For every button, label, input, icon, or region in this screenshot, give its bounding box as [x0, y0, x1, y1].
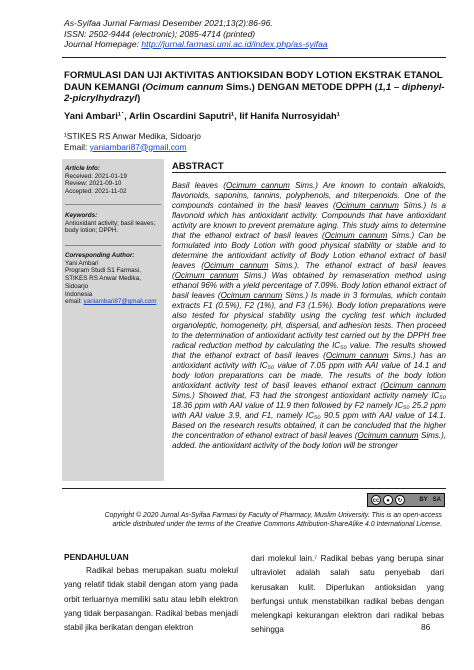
abstract-seg: Sims.), added. the antioxidant activity of the body lotion will be stronger: [172, 431, 446, 451]
corresponding-author-block: [65, 252, 163, 306]
journal-issn: ISSN: 2502-9444 (electronic); 2085-4714 (printed): [64, 28, 256, 39]
corresponding-line: Yani Ambari: [65, 259, 99, 267]
accepted-date: Accepted: 2021-11-02: [65, 188, 127, 196]
email-label: Email:: [64, 141, 90, 152]
homepage-label: Journal Homepage:: [64, 39, 142, 50]
left-paragraph: Radikal bebas merupakan suatu molekul yang relatif tidak stabil dengan atom yang pada orbit terluarnya memiliki satu atau lebih elektron yang tidak berpasangan. Radikal bebas menjadi stabil jika berikatan dengan elektron: [64, 566, 238, 633]
species-name: Ocimum cannum: [335, 201, 399, 211]
corresponding-heading: Corresponding Author:: [65, 252, 135, 259]
abstract-heading: ABSTRACT: [172, 160, 224, 171]
page-number: 86: [421, 622, 431, 632]
title-text-3: ): [137, 93, 141, 105]
abstract-seg: Sims.). The ethanol extract of basil leaves (: [172, 261, 446, 281]
journal-citation: As-Syifaa Jurnal Farmasi Desember 2021;13(2):86-96.: [64, 18, 273, 28]
info-divider-1: [65, 204, 161, 205]
affiliation: [64, 131, 448, 152]
species-name: Ocimum cannum: [357, 431, 419, 441]
sa-label: SA: [432, 497, 441, 503]
copyright-notice: Copyright © 2020 Jurnal As-Syifaa Farmasi by Faculty of Pharmacy, Muslim University. This is an open-access article distributed under the terms of the Creative Commons Attribution-ShareAlike 4.0 International License.: [104, 512, 442, 528]
title-species: (Ocimum cannum: [142, 81, 224, 93]
homepage-link[interactable]: http://jurnal.farmasi.umi.ac.id/index.php/as-syifaa: [141, 39, 328, 50]
abstract-seg: Basil leaves (: [172, 181, 226, 190]
cc-by-sa-badge[interactable]: [367, 493, 445, 507]
header-divider: [62, 57, 446, 58]
corresponding-line: STIKES RS Anwar Medika,: [65, 275, 141, 283]
abstract-seg: Sims.) Is a flavonoid which has antioxidant activity. Compounds that have antioxidant activity are known to prevent premature aging. This study aims to determine that the ethanol extract of basil leaves (: [172, 201, 446, 241]
species-name: Ocimum cannum: [203, 261, 269, 271]
title-text-1: FORMULASI DAN UJI AKTIVITAS ANTIOKSIDAN BODY LOTION EKSTRAK ETANOL DAUN KEMANGI: [64, 70, 443, 93]
abstract-seg: Sims.) Are known to contain alkaloids, flavonoids, saponins, tannins, polyphenols, and triterpenoids. One of the compounds contained in the basil leaves (: [172, 181, 447, 211]
article-info: [65, 165, 163, 196]
species-name: Ocimum cannum: [220, 291, 283, 301]
journal-homepage: [64, 39, 444, 50]
corresponding-email-row: [65, 298, 163, 306]
received-date: Received: 2021-01-19: [65, 172, 127, 180]
abstract-seg: Sims.) Can be formulated into Body Lotion with good physical stability or stable and to determine the antioxidant activity of Body Lotion ethanol extract of basil leaves (: [172, 231, 446, 271]
keywords-block: [65, 212, 163, 235]
species-name: Ocimum cannum: [325, 351, 389, 361]
author-email-link[interactable]: yaniambari87@gmail.com: [89, 141, 187, 152]
article-info-heading: Article Info:: [65, 165, 100, 172]
keywords-heading: Keywords:: [65, 212, 98, 219]
species-name: Ocimum cannum: [225, 181, 290, 190]
article-info-box: [62, 159, 164, 481]
share-alike-icon: ↻: [395, 495, 405, 505]
corresponding-line: Indonesia: [65, 290, 93, 298]
corresponding-line: Sidoarjo: [65, 282, 89, 290]
by-label: BY: [419, 497, 428, 503]
affiliation-email-row: [64, 142, 448, 153]
abstract-divider: [172, 172, 446, 173]
journal-header: [64, 18, 444, 50]
corresponding-line: Program Studi S1 Farmasi,: [65, 267, 141, 275]
abstract-seg: Sims.) Was obtained by remaseration method using ethanol 96% with a yield percentage of 7.09%. Body lotion ethanol extract of basil leaves (: [172, 271, 446, 301]
body-right-column: dari molekul lain.⁷ Radikal bebas yang berupa sinar ultraviolet adalah salah satu penyebab dari kerusakan kulit. Diperlukan antioksidan yang berfungsi untuk menstabilkan radikal bebas dengan melengkapi kekurangan elektron dari radikal bebas sehingga: [251, 554, 444, 635]
article-title: [64, 70, 448, 105]
abstract-seg: Sims.) Showed that, F3 had the strongest antioxidant activity namely IC₅₀ 18.36 ppm with AAI value of 11.9 then followed by F2 namely IC₅₀ 25.2 ppm with AAI value 3.9, and F1, namely IC₅₀ 90.5 ppm with AAI value of 14.1. Based on the research results obtained, it can be concluded that the higher the concentration of ethanol extract of basil leaves (: [172, 391, 446, 441]
corresponding-email-label: email:: [65, 298, 84, 306]
species-name: Ocimum cannum: [174, 271, 239, 281]
person-icon: ●: [383, 495, 393, 505]
author-list: Yani Ambari¹˙, Arlin Oscardini Saputri¹, Iif Hanifa Nurrosyidah¹: [64, 110, 340, 121]
corresponding-email-link[interactable]: yaniambari87@gmail.com: [83, 298, 157, 306]
section-heading: PENDAHULUAN: [64, 552, 129, 562]
abstract-bottom-divider: [62, 488, 446, 489]
affiliation-institution: ¹STIKES RS Anwar Medika, Sidoarjo: [64, 131, 201, 141]
title-text-2: Sims.) DENGAN METODE DPPH (: [223, 81, 378, 93]
cc-icon: cc: [371, 495, 381, 505]
species-name: Ocimum cannum: [324, 231, 388, 241]
title-compound: 1,1 – diphenyl-2-picrylhydrazyl: [64, 81, 445, 105]
abstract-seg: Sims.) Is made in 3 formulas, which contain extracts F1 (0.5%), F2 (1%), and F3 (1.5%). Body lotion preparations were also tested for physical stability using the cycling test which included organoleptic, homogeneity, pH, dispersal, and adhesion tests. Then proceed to the determination of antioxidant activity test carried out by the DPPH free radical reduction method by calculating the IC₅₀ value. The results showed that the ethanol extract of basil leaves (: [172, 291, 446, 361]
review-date: Review: 2021-09-10: [65, 180, 122, 188]
abstract-seg: Sims.) has an antioxidant activity with IC₅₀ value of 7.05 ppm with AAI value of 14.1 and body lotion preparations can be made. The results of the body lotion antioxidant activity test of basil leaves ethanol extract (: [172, 351, 446, 391]
abstract-text: [172, 181, 446, 451]
body-left-column: [64, 564, 238, 635]
keywords-list: Antioxidant activity; basil leaves; body lotion; DPPH.: [65, 219, 156, 235]
info-divider-2: [65, 245, 161, 246]
species-name: Ocimum cannum: [383, 381, 446, 391]
